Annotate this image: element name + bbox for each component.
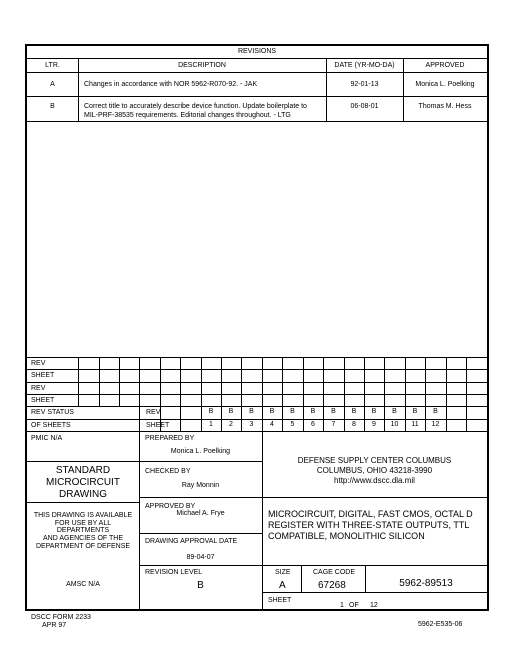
revision-level: B — [197, 580, 204, 591]
checked-by-label: CHECKED BY — [145, 468, 191, 475]
rev-letter: B — [249, 408, 254, 416]
availability-line: AND AGENCIES OF THE — [43, 535, 123, 542]
grid-line — [27, 419, 487, 420]
rev-letter: B — [310, 408, 316, 416]
divider — [27, 72, 487, 73]
drawing-title-line: MICROCIRCUIT, DIGITAL, FAST CMOS, OCTAL D — [268, 509, 473, 519]
sheet-number: 1 — [340, 602, 344, 609]
grid-row-label: REV — [31, 384, 46, 392]
size-label: SIZE — [275, 569, 291, 576]
standard-line: STANDARD — [55, 465, 111, 476]
approval-date-label: DRAWING APPROVAL DATE — [145, 538, 238, 545]
sheet-number: 7 — [331, 420, 336, 428]
divider — [139, 497, 262, 498]
form-date: APR 97 — [42, 622, 67, 629]
grid-line — [446, 357, 447, 431]
revision-description: Changes in accordance with NOR 5962-R070-92. - JAK — [84, 81, 258, 88]
of-label: OF — [349, 602, 359, 609]
sheet-label: SHEET — [146, 421, 170, 429]
grid-line — [78, 357, 79, 406]
sheet-number: 3 — [249, 420, 254, 428]
grid-row-label: REV — [31, 360, 46, 367]
grid-line — [27, 369, 487, 370]
revision-date: 06-08-01 — [350, 103, 379, 110]
dscc-line: DEFENSE SUPPLY CENTER COLUMBUS — [297, 456, 452, 465]
grid-line — [180, 357, 181, 431]
grid-row-label: REV STATUS — [31, 409, 74, 417]
revisions-title: REVISIONS — [237, 48, 277, 55]
revision-description: Correct title to accurately describe device function. Update boilerplate to MIL-PRF-38535 requirements. Editorial changes throughout. - LTG — [84, 103, 307, 119]
rev-letter: B — [433, 408, 438, 416]
drawing-number: 5962-89513 — [399, 578, 453, 589]
revision-letter: A — [50, 81, 55, 88]
sheet-number: 4 — [270, 420, 274, 428]
grid-row-label: SHEET — [31, 396, 55, 404]
form-number: DSCC FORM 2233 — [31, 614, 91, 621]
grid-line — [466, 357, 467, 431]
grid-line — [27, 382, 487, 383]
divider — [262, 592, 487, 593]
rev-letter: B — [392, 408, 397, 416]
divider — [27, 431, 487, 432]
divider — [27, 461, 139, 462]
grid-line — [27, 406, 487, 407]
standard-line: MICROCIRCUIT — [46, 477, 120, 488]
grid-line — [139, 357, 140, 406]
grid-line — [27, 394, 487, 395]
divider — [27, 96, 487, 97]
grid-line — [99, 357, 100, 406]
divider — [139, 461, 262, 462]
revision-approver: Thomas M. Hess — [418, 103, 472, 110]
sheet-number: 1 — [209, 420, 213, 428]
sheet-label: SHEET — [268, 597, 292, 604]
size-value: A — [279, 580, 286, 591]
revision-level-label: REVISION LEVEL — [145, 569, 203, 576]
rev-letter: B — [331, 408, 336, 416]
dscc-line: COLUMBUS, OHIO 43218-3990 — [316, 466, 433, 475]
rev-letter: B — [371, 408, 377, 416]
rev-letter: B — [269, 408, 275, 416]
rev-letter: B — [351, 408, 357, 416]
approved-by: Michael A. Frye — [176, 510, 225, 517]
availability-line: THIS DRAWING IS AVAILABLE — [33, 512, 133, 519]
header-description: DESCRIPTION — [178, 62, 226, 69]
sheet-number: 10 — [390, 420, 399, 428]
approved-by-label: APPROVED BY — [145, 503, 196, 510]
revision-date: 92-01-13 — [350, 81, 379, 88]
divider — [262, 497, 487, 498]
cage-code: 67268 — [318, 580, 346, 591]
divider — [27, 502, 139, 503]
dscc-url: http://www.dscc.dla.mil — [334, 476, 415, 485]
drawing-title-line: REGISTER WITH THREE-STATE OUTPUTS, TTL — [268, 520, 470, 530]
revision-approver: Monica L. Poelking — [415, 81, 475, 88]
sheet-number: 11 — [411, 420, 419, 428]
sheet-total: 12 — [370, 602, 378, 609]
sheet-number: 9 — [372, 420, 376, 428]
availability-line: DEPARTMENT OF DEFENSE — [35, 543, 131, 550]
rev-letter: B — [228, 408, 234, 416]
rev-letter: B — [290, 408, 295, 416]
divider — [139, 565, 487, 566]
availability-line: DEPARTMENTS — [56, 527, 110, 534]
sheet-number: 5 — [290, 420, 295, 428]
sheet-number: 2 — [229, 420, 233, 428]
rev-label: REV — [146, 409, 161, 417]
availability-line: FOR USE BY ALL — [54, 520, 112, 527]
amsc: AMSC N/A — [66, 581, 100, 588]
sheet-number: 8 — [352, 420, 356, 428]
drawing-title-line: COMPATIBLE, MONOLITHIC SILICON — [268, 531, 425, 541]
checked-by: Ray Monnin — [181, 482, 220, 489]
header-ltr: LTR. — [45, 62, 60, 69]
standard-line: DRAWING — [59, 489, 107, 500]
sheet-number: 12 — [431, 420, 440, 428]
grid-row-label: OF SHEETS — [31, 421, 71, 429]
document-code: 5962-E535-06 — [418, 621, 463, 628]
divider — [27, 121, 487, 122]
pmic: PMIC N/A — [31, 435, 63, 442]
prepared-by-label: PREPARED BY — [145, 435, 195, 442]
rev-letter: B — [208, 408, 214, 416]
divider — [301, 565, 302, 592]
header-approved: APPROVED — [425, 62, 465, 69]
divider — [27, 58, 487, 59]
revision-letter: B — [50, 103, 55, 110]
approval-date: 89-04-07 — [186, 554, 215, 561]
header-date: DATE (YR-MO-DA) — [334, 62, 395, 69]
rev-letter: B — [412, 408, 418, 416]
prepared-by: Monica L. Poelking — [170, 448, 231, 455]
grid-line — [119, 357, 120, 406]
cage-code-label: CAGE CODE — [313, 569, 356, 576]
divider — [139, 533, 262, 534]
grid-line — [139, 406, 140, 431]
sheet-number: 6 — [311, 420, 315, 428]
grid-row-label: SHEET — [31, 372, 55, 380]
grid-line — [27, 357, 487, 358]
